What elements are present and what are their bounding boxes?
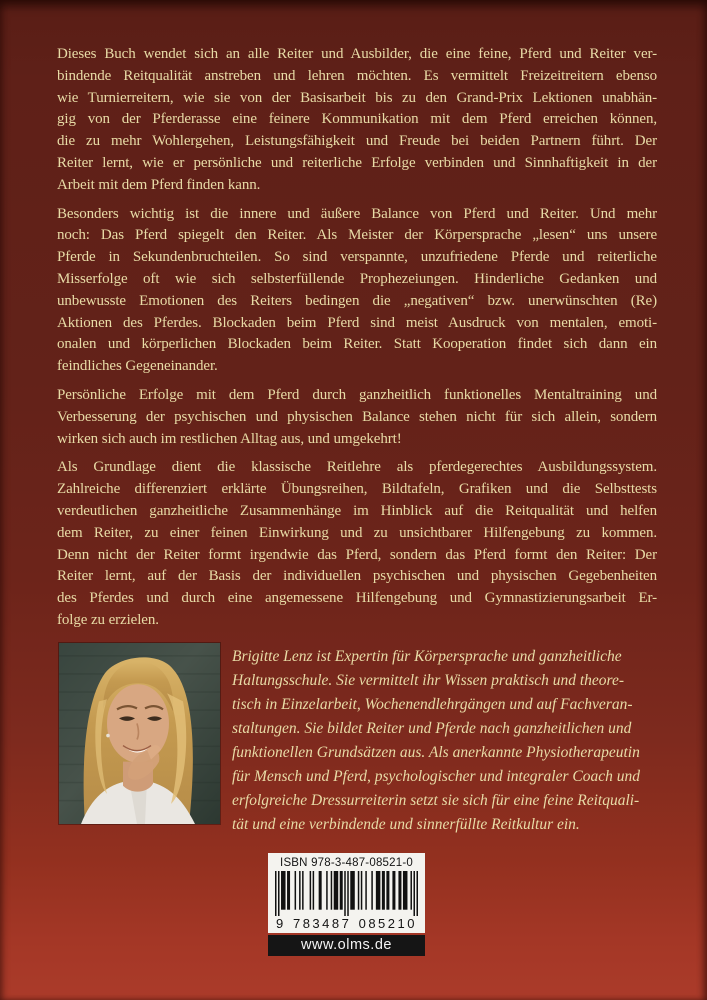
publisher-website: www.olms.de [268,935,425,956]
blurb-line: des Pferdes und durch eine angemessene Hilfengebung und Gymnastizierungsarbeit Er- [57,590,657,607]
blurb-line: folge zu erzielen. [57,611,159,628]
blurb-line: Aktionen des Pferdes. Blockaden beim Pferd sind meist Ausdruck von mentalen, emoti- [57,314,657,331]
isbn-label: ISBN 978-3-487-08521-0 [280,857,413,869]
blurb-line: Verbesserung der psychischen und physischen Balance stehen nicht für sich allein, sondern [57,408,657,425]
blurb-line: Zahlreiche differenziert erklärte Übungsreihen, Bildtafeln, Grafiken und die Selbsttests [57,481,657,498]
blurb-paragraph [57,204,657,378]
blurb-text [57,44,657,639]
blurb-line: Persönliche Erfolge mit dem Pferd durch ganzheitlich funktionelles Mentaltraining und [57,386,657,403]
bio-line: tisch in Einzelarbeit, Wochenendlehrgängen und auf Fachveran- [232,696,633,713]
blurb-line: die zu mehr Wohlergehen, Leistungsfähigkeit und Freude bei beiden Partnern führt. Der [57,133,657,150]
barcode-digits [275,916,418,931]
blurb-line: Misserfolge oft wie sich selbsterfüllende Prophezeiungen. Hinderliche Gedanken und [57,270,657,287]
blurb-line: unbewusste Emotionen des Reiters bedingen die „negativen“ bzw. unerwünschten (Re) [57,292,657,309]
blurb-line: Denn nicht der Reiter formt irgendwie das Pferd, sondern das Pferd formt den Reiter: Der [57,546,657,563]
blurb-line: gig von der Pferderasse eine feinere Kommunikation mit dem Pferd erreichen können, [57,111,657,128]
isbn-area [268,853,425,956]
blurb-line: onalen und körperlichen Blockaden beim Reiter. Statt Kooperation findet sich dann ein [57,336,657,353]
blurb-line: Pferde in Sekundenbruchteilen. So sind verspannte, unzufriedene Pferde und reiterliche [57,249,657,266]
barcode-digit-group: 085210 [358,916,417,931]
blurb-line: wirken sich auch im restlichen Alltag aus, und umgekehrt! [57,430,402,447]
blurb-paragraph [57,457,657,631]
barcode-digit-group: 9 [276,916,286,931]
barcode-digit-group: 783487 [292,916,352,931]
blurb-paragraph [57,385,657,450]
bio-line: staltungen. Sie bildet Reiter und Pferde nach ganzheitlichen und [232,720,632,737]
blurb-line: Als Grundlage dient die klassische Reitlehre als pferdegerechtes Ausbildungssystem. [57,459,657,476]
blurb-line: noch: Das Pferd spiegelt den Reiter. Als Meister der Körpersprache „lesen“ uns unsere [57,227,657,244]
author-bio [232,645,668,837]
author-photo [59,643,220,824]
ean-barcode [275,871,418,916]
blurb-line: Reiter lernt, wie er persönliche und reiterliche Erfolge verbinden und Sinnhaftigkeit in der [57,154,657,171]
blurb-line: verdeutlichen ganzheitliche Zusammenhänge im Hinblick auf die Reitqualität und helfen [57,502,657,519]
blurb-line: bindende Reitqualität anstreben und lehren möchten. Es vermittelt Freizeitreitern ebenso [57,67,657,84]
blurb-line: Dieses Buch wendet sich an alle Reiter und Ausbilder, die eine feine, Pferd und Reiter ver- [57,46,657,62]
blurb-line: Besonders wichtig ist die innere und äußere Balance von Pferd und Reiter. Und mehr [57,205,657,222]
bio-line: Brigitte Lenz ist Expertin für Körpersprache und ganzheitliche [232,648,622,665]
blurb-paragraph [57,44,657,197]
bio-line: erfolgreiche Dressurreiterin setzt sie sich für eine feine Reitquali- [232,792,640,809]
bio-line: funktionellen Grundsätzen aus. Als anerkannte Physiotherapeutin [232,744,640,761]
blurb-line: Arbeit mit dem Pferd finden kann. [57,176,261,193]
blurb-line: Reiter lernt, auf der Basis der individuellen psychischen und physischen Gegebenheiten [57,568,657,585]
isbn-box [268,853,425,933]
bio-line: Haltungsschule. Sie vermittelt ihr Wissen praktisch und theore- [232,672,625,689]
blurb-line: wie Turnierreitern, wie sie von der Basisarbeit bis zu den Grand-Prix Lektionen unabhän- [57,89,657,106]
blurb-line: dem Reiter, zu einer feinen Einwirkung und zu unsichtbarer Hilfengebung zu kommen. [57,524,657,541]
bio-line: für Mensch und Pferd, psychologischer und integraler Coach und [232,768,640,785]
blurb-line: feindliches Gegeneinander. [57,358,218,375]
bio-line: tät und eine verbindende und sinnerfüllte Reitkultur ein. [232,816,580,833]
